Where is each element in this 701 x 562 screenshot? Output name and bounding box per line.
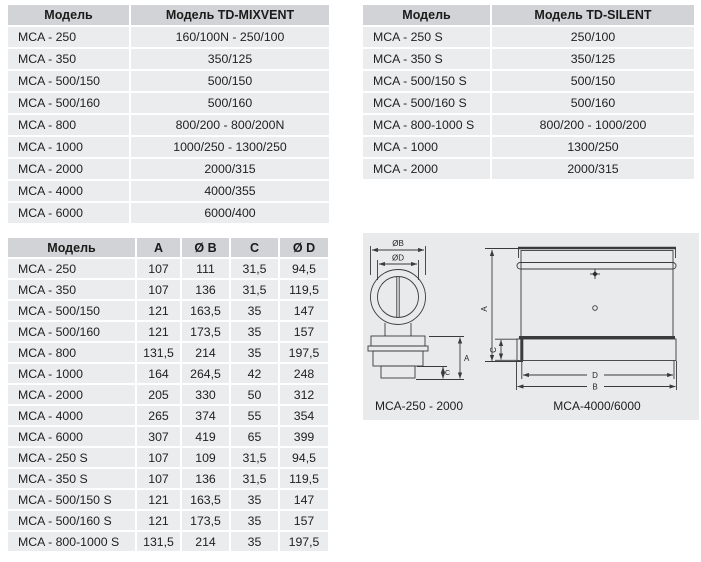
- table-cell: 107: [137, 448, 180, 467]
- table-cell: 330: [182, 385, 229, 404]
- table-cell: 119,5: [280, 469, 328, 488]
- table-row: [8, 115, 329, 135]
- column-header: Ø D: [280, 238, 328, 257]
- table-cell: 107: [137, 469, 180, 488]
- table-row: [8, 137, 329, 157]
- table-row: [8, 301, 328, 320]
- table-cell: 214: [182, 343, 229, 362]
- table-cell: 50: [231, 385, 278, 404]
- table-cell: 500/160: [131, 93, 329, 113]
- table-cell: MCA - 500/150 S: [8, 490, 135, 509]
- table-cell: 500/150: [492, 71, 694, 91]
- dim-label-a-left: A: [464, 354, 470, 363]
- column-header: A: [137, 238, 180, 257]
- table-cell: MCA - 350: [8, 280, 135, 299]
- table-cell: MCA - 2000: [8, 385, 135, 404]
- large-unit-drawing: [485, 248, 677, 390]
- table-cell: MCA - 500/160 S: [363, 93, 490, 113]
- table-cell: 197,5: [280, 532, 328, 551]
- table-cell: 250/100: [492, 27, 694, 47]
- table-cell: 164: [137, 364, 180, 383]
- table-cell: 35: [231, 301, 278, 320]
- table-cell: MCA - 500/150 S: [363, 71, 490, 91]
- table-cell: MCA - 500/160: [8, 322, 135, 341]
- column-header: Модель: [8, 238, 135, 257]
- table-cell: 350/125: [131, 49, 329, 69]
- table-cell: 31,5: [231, 259, 278, 278]
- table-cell: 6000/400: [131, 203, 329, 223]
- table-row: [8, 280, 328, 299]
- column-header: C: [231, 238, 278, 257]
- table-cell: MCA - 1000: [8, 364, 135, 383]
- table-row: [8, 343, 328, 362]
- table-row: [363, 93, 694, 113]
- table-row: [8, 259, 328, 278]
- table-row: [8, 532, 328, 551]
- column-header: Модель TD-MIXVENT: [131, 5, 329, 25]
- table-cell: 31,5: [231, 469, 278, 488]
- table-cell: 265: [137, 406, 180, 425]
- table-cell: 800/200 - 1000/200: [492, 115, 694, 135]
- table-cell: 31,5: [231, 280, 278, 299]
- table-row: [8, 469, 328, 488]
- table-cell: 35: [231, 322, 278, 341]
- table-cell: 31,5: [231, 448, 278, 467]
- dim-label-b: B: [592, 382, 598, 392]
- table-row: [8, 203, 329, 223]
- table-cell: 35: [231, 532, 278, 551]
- table-cell: MCA - 800-1000 S: [8, 532, 135, 551]
- table-cell: 214: [182, 532, 229, 551]
- table-cell: MCA - 350 S: [8, 469, 135, 488]
- table-cell: 2000/315: [131, 159, 329, 179]
- table-row: [8, 427, 328, 446]
- table-cell: MCA - 800: [8, 343, 135, 362]
- table-cell: 374: [182, 406, 229, 425]
- table-cell: 94,5: [280, 448, 328, 467]
- header-row: [363, 5, 694, 25]
- table-cell: 107: [137, 259, 180, 278]
- table-cell: 35: [231, 511, 278, 530]
- table-row: [8, 448, 328, 467]
- table-cell: MCA - 800: [8, 115, 129, 135]
- table-cell: 131,5: [137, 343, 180, 362]
- table-cell: 157: [280, 511, 328, 530]
- table-cell: 136: [182, 280, 229, 299]
- table-cell: MCA - 500/150: [8, 71, 129, 91]
- table-cell: 35: [231, 343, 278, 362]
- table-cell: 264,5: [182, 364, 229, 383]
- table-cell: 1000/250 - 1300/250: [131, 137, 329, 157]
- drawing-caption-left: MCA-250 - 2000: [374, 399, 464, 413]
- table-cell: 500/150: [131, 71, 329, 91]
- table-cell: 94,5: [280, 259, 328, 278]
- table-cell: MCA - 500/150: [8, 301, 135, 320]
- table-cell: MCA - 4000: [8, 181, 129, 201]
- table-cell: 136: [182, 469, 229, 488]
- table-row: [363, 115, 694, 135]
- table-cell: 248: [280, 364, 328, 383]
- table-cell: MCA - 250 S: [8, 448, 135, 467]
- table-row: [8, 93, 329, 113]
- table-row: [8, 406, 328, 425]
- table-row: [8, 490, 328, 509]
- table-cell: MCA - 500/160: [8, 93, 129, 113]
- header-row: [8, 238, 328, 257]
- table-cell: 131,5: [137, 532, 180, 551]
- table-cell: 121: [137, 322, 180, 341]
- table-cell: MCA - 4000: [8, 406, 135, 425]
- table-cell: 4000/355: [131, 181, 329, 201]
- column-header: Модель: [363, 5, 490, 25]
- dim-label-c-right: C: [489, 347, 498, 353]
- table-row: [8, 322, 328, 341]
- table-cell: MCA - 500/160 S: [8, 511, 135, 530]
- table-cell: MCA - 250 S: [363, 27, 490, 47]
- table-row: [8, 364, 328, 383]
- table-row: [363, 27, 694, 47]
- table-cell: 107: [137, 280, 180, 299]
- dim-label-od: ØD: [392, 253, 404, 263]
- table-row: [363, 71, 694, 91]
- table-cell: 55: [231, 406, 278, 425]
- table-cell: MCA - 2000: [8, 159, 129, 179]
- table-cell: 147: [280, 490, 328, 509]
- table-cell: 109: [182, 448, 229, 467]
- table-cell: 160/100N - 250/100: [131, 27, 329, 47]
- table-cell: 163,5: [182, 301, 229, 320]
- table-cell: 197,5: [280, 343, 328, 362]
- table-cell: 121: [137, 490, 180, 509]
- table-cell: 354: [280, 406, 328, 425]
- table-cell: MCA - 250: [8, 27, 129, 47]
- table-cell: 500/160: [492, 93, 694, 113]
- technical-drawing-panel: [363, 233, 699, 420]
- table-cell: 111: [182, 259, 229, 278]
- mixvent-model-table: [6, 3, 331, 225]
- table-cell: MCA - 350 S: [363, 49, 490, 69]
- table-cell: MCA - 350: [8, 49, 129, 69]
- table-row: [8, 49, 329, 69]
- table-cell: 1300/250: [492, 137, 694, 157]
- table-row: [363, 49, 694, 69]
- table-cell: 399: [280, 427, 328, 446]
- table-cell: 350/125: [492, 49, 694, 69]
- table-cell: MCA - 6000: [8, 427, 135, 446]
- dim-label-ob: ØB: [392, 239, 404, 248]
- table-row: [363, 159, 694, 179]
- front-view-drawing: [368, 246, 464, 380]
- table-cell: 173,5: [182, 322, 229, 341]
- table-cell: 163,5: [182, 490, 229, 509]
- column-header: Ø B: [182, 238, 229, 257]
- column-header: Модель TD-SILENT: [492, 5, 694, 25]
- table-cell: 2000/315: [492, 159, 694, 179]
- table-cell: MCA - 800-1000 S: [363, 115, 490, 135]
- table-cell: MCA - 6000: [8, 203, 129, 223]
- dim-label-a-right: A: [480, 306, 489, 312]
- technical-drawing: [363, 233, 699, 420]
- table-cell: 419: [182, 427, 229, 446]
- drawing-caption-right: MCA-4000/6000: [553, 399, 641, 413]
- table-cell: 65: [231, 427, 278, 446]
- header-row: [8, 5, 329, 25]
- dimensions-table: [6, 236, 330, 553]
- table-row: [8, 385, 328, 404]
- dim-label-c-left: C: [445, 370, 451, 377]
- table-cell: 205: [137, 385, 180, 404]
- table-cell: 307: [137, 427, 180, 446]
- column-header: Модель: [8, 5, 129, 25]
- table-cell: 147: [280, 301, 328, 320]
- table-cell: 121: [137, 301, 180, 320]
- table-row: [363, 137, 694, 157]
- silent-model-table: [361, 3, 696, 181]
- table-cell: 312: [280, 385, 328, 404]
- table-row: [8, 511, 328, 530]
- table-cell: MCA - 1000: [363, 137, 490, 157]
- table-cell: 121: [137, 511, 180, 530]
- dim-label-d: D: [592, 371, 598, 380]
- table-cell: 800/200 - 800/200N: [131, 115, 329, 135]
- table-cell: 173,5: [182, 511, 229, 530]
- table-cell: MCA - 1000: [8, 137, 129, 157]
- table-row: [8, 27, 329, 47]
- table-cell: 119,5: [280, 280, 328, 299]
- table-cell: 42: [231, 364, 278, 383]
- table-row: [8, 71, 329, 91]
- table-cell: MCA - 2000: [363, 159, 490, 179]
- table-cell: 35: [231, 490, 278, 509]
- table-cell: 157: [280, 322, 328, 341]
- table-cell: MCA - 250: [8, 259, 135, 278]
- table-row: [8, 159, 329, 179]
- table-row: [8, 181, 329, 201]
